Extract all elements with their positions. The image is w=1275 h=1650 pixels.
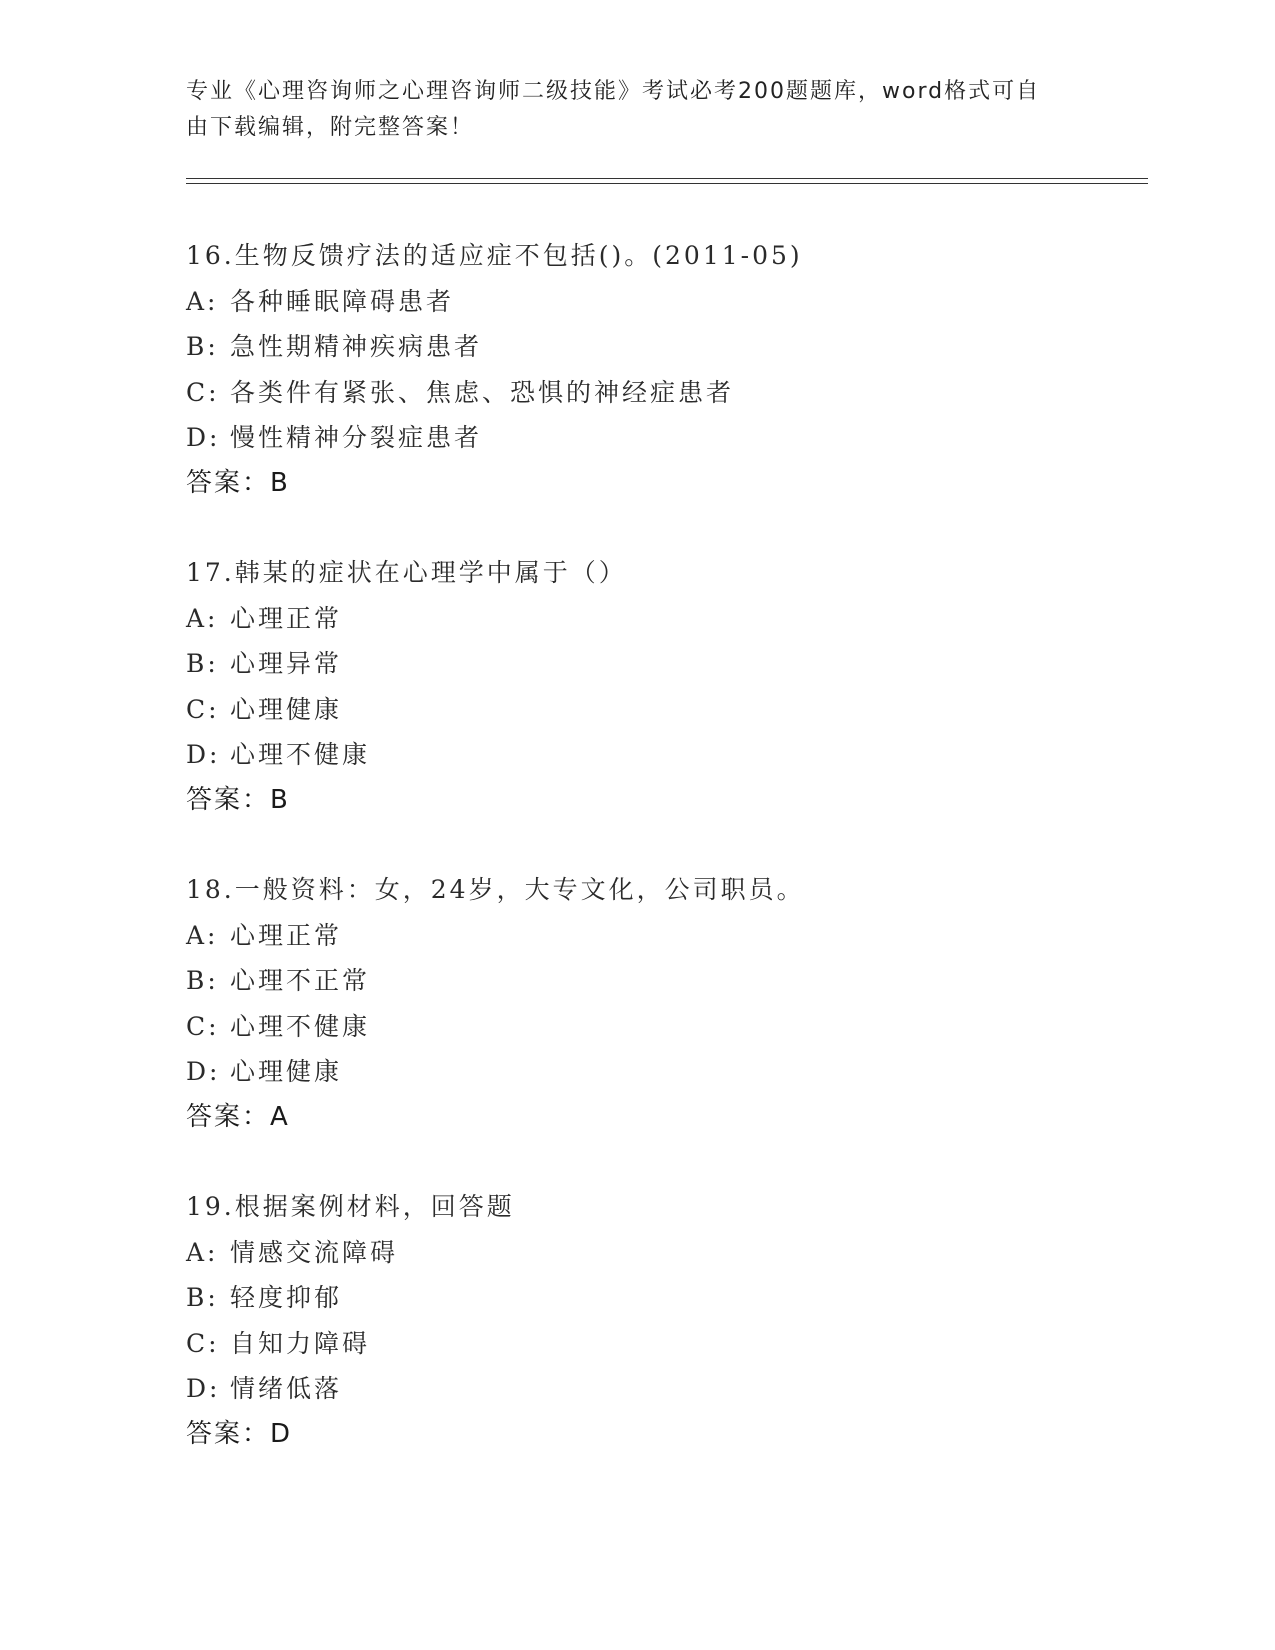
- option-text: 自知力障碍: [230, 1328, 371, 1358]
- header-line-2: 由下载编辑，附完整答案！: [186, 115, 475, 140]
- option-letter: B:: [186, 966, 219, 995]
- question-17: [186, 550, 1166, 823]
- option-letter: D:: [186, 1374, 221, 1403]
- option-c: [186, 687, 1166, 733]
- option-c: [186, 1004, 1166, 1050]
- option-b: [186, 641, 1166, 687]
- question-stem: 17.韩某的症状在心理学中属于（）: [186, 558, 627, 587]
- option-text: 各类件有紧张、焦虑、恐惧的神经症患者: [230, 377, 735, 407]
- question-16: [186, 233, 1166, 506]
- option-a: [186, 1230, 1166, 1276]
- option-c: [186, 370, 1166, 416]
- option-letter: B:: [186, 1283, 219, 1312]
- option-letter: C:: [186, 1328, 220, 1358]
- option-text: 轻度抑郁: [230, 1283, 343, 1312]
- header-line-1: 专业《心理咨询师之心理咨询师二级技能》考试必考200题题库，word格式可自: [186, 79, 1041, 104]
- document-header: [186, 74, 1086, 146]
- option-a: [186, 279, 1166, 325]
- option-text: 慢性精神分裂症患者: [230, 423, 483, 452]
- option-letter: C:: [186, 1011, 220, 1041]
- option-c: [186, 1321, 1166, 1367]
- header-divider-bottom: [186, 183, 1148, 184]
- question-stem: 16.生物反馈疗法的适应症不包括()。(2011-05): [186, 241, 803, 270]
- option-letter: D:: [186, 740, 221, 769]
- option-letter: A:: [186, 1237, 219, 1267]
- option-b: [186, 958, 1166, 1004]
- option-text: 心理正常: [230, 920, 343, 950]
- option-d: [186, 415, 1166, 461]
- question-stem: 19.根据案例材料，回答题: [186, 1192, 515, 1221]
- option-text: 急性期精神疾病患者: [230, 332, 483, 361]
- option-text: 心理正常: [230, 603, 343, 633]
- option-d: [186, 732, 1166, 778]
- header-divider-top: [186, 178, 1148, 179]
- option-letter: A:: [186, 920, 219, 950]
- option-text: 心理不健康: [230, 740, 371, 769]
- option-letter: D:: [186, 423, 221, 452]
- question-stem: 18.一般资料：女，24岁，大专文化，公司职员。: [186, 875, 805, 904]
- option-letter: A:: [186, 603, 219, 633]
- option-a: [186, 596, 1166, 642]
- option-b: [186, 324, 1166, 370]
- option-letter: A:: [186, 286, 219, 316]
- option-a: [186, 913, 1166, 959]
- option-d: [186, 1049, 1166, 1095]
- question-18: [186, 867, 1166, 1140]
- option-text: 各种睡眠障碍患者: [230, 286, 455, 316]
- option-text: 心理异常: [230, 649, 343, 678]
- option-letter: C:: [186, 377, 220, 407]
- option-text: 心理不正常: [230, 966, 371, 995]
- option-text: 情绪低落: [230, 1374, 343, 1403]
- option-text: 心理健康: [230, 694, 343, 724]
- option-letter: B:: [186, 332, 219, 361]
- answer-line: 答案：A: [186, 1101, 290, 1132]
- answer-line: 答案：D: [186, 1418, 293, 1449]
- option-letter: B:: [186, 649, 219, 678]
- option-text: 情感交流障碍: [230, 1237, 399, 1267]
- option-text: 心理健康: [230, 1057, 343, 1086]
- answer-line: 答案：B: [186, 784, 290, 815]
- option-letter: C:: [186, 694, 220, 724]
- option-text: 心理不健康: [230, 1011, 371, 1041]
- question-19: [186, 1184, 1166, 1457]
- option-b: [186, 1275, 1166, 1321]
- answer-line: 答案：B: [186, 467, 290, 498]
- option-d: [186, 1366, 1166, 1412]
- option-letter: D:: [186, 1057, 221, 1086]
